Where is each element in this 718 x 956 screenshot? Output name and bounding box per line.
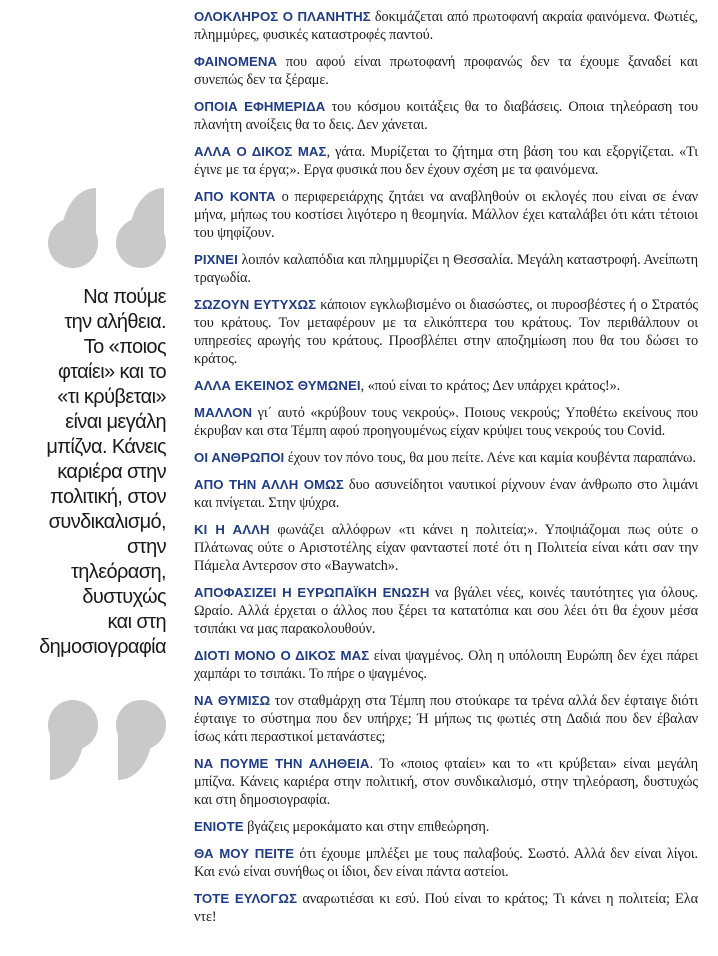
paragraph-text: ο περιφερειάρχης ζητάει να αναβληθούν οι εκλογές που είναι σε έναν μήνα, μήπως του κοστίσει λιγότερο η θεομηνία. Μάλλον έχει καταλάβει ότι κάτι τέτοιοι του ψηφίζουν. [194, 189, 699, 241]
pull-quote-line: είναι μεγάλη [65, 411, 166, 433]
paragraph-lead: ΤΟΤΕ ΕΥΛΟΓΩΣ [194, 891, 298, 906]
pull-quote [0, 0, 176, 956]
paragraph-text: που αφού είναι πρωτοφανή προφανώς δεν τα έχουμε ξαναδεί και συνεπώς δεν τα ξέραμε. [194, 54, 698, 88]
paragraph-lead: ΦΑΙΝΟΜΕΝΑ [194, 54, 278, 69]
paragraph-lead: ΘΑ ΜΟΥ ΠΕΙΤΕ [194, 846, 295, 861]
open-quote-icon [48, 188, 166, 268]
paragraph-lead: ΜΑΛΛΟΝ [194, 405, 253, 420]
paragraph-lead: ΡΙΧΝΕΙ [194, 252, 238, 267]
paragraph-text: δυο ασυνείδητοι ναυτικοί ρίχνουν έναν άνθρωπο στο λιμάνι και πνίγεται. Στην ψύχρα. [194, 477, 699, 511]
pull-quote-line: την αλήθεια. [64, 311, 166, 333]
paragraph-text: να βγάλει νέες, κοινές ταυτότητες για όλους. Ωραίο. Αλλά έρχεται ο άλλος που ξέρει τα κατατόπια και σου λέει ότι θα έχουν μέσα τσιπάκι να μας παρακολουθούν. [194, 585, 698, 637]
paragraph-lead: ΚΙ Η ΑΛΛΗ [194, 522, 270, 537]
paragraph [194, 845, 698, 881]
pull-quote-line: στην [127, 536, 166, 558]
paragraph [194, 404, 698, 440]
paragraph-lead: ΣΩΖΟΥΝ ΕΥΤΥΧΩΣ [194, 297, 317, 312]
paragraph-lead: ΑΠΟ ΚΟΝΤΑ [194, 189, 276, 204]
paragraph-text: φωνάζει αλλόφρων «τι κάνει η πολιτεία;». Υποψιάζομαι πως ούτε ο Πλάτωνας ούτε ο Αριστοτέλης είχαν φανταστεί ποτέ ότι η Πολιτεία είναι κάτι σαν την Πάμελα Αντερσον στο «Baywatch». [194, 522, 699, 574]
paragraph-text: αναρωτιέσαι κι εσύ. Πού είναι το κράτος; Τι κάνει η πολιτεία; Ελα ντε! [194, 891, 698, 925]
paragraph-text: , γάτα. Μυρίζεται το ζήτημα στη βάση του και εξοργίζεται. «Τι έγινε με τα έργα;». Εργα φυσικά που δεν έχουν σχέση με τα φαινόμενα. [194, 144, 698, 178]
paragraph [194, 449, 698, 467]
article-body [194, 8, 698, 935]
paragraph-lead: ΝΑ ΘΥΜΙΣΩ [194, 693, 271, 708]
pull-quote-line: τηλεόραση, [70, 561, 166, 583]
pull-quote-line: και στη [107, 611, 166, 633]
close-quote-icon [48, 700, 166, 780]
paragraph-lead: ΟΙ ΑΝΘΡΩΠΟΙ [194, 450, 285, 465]
paragraph [194, 692, 698, 746]
paragraph-text: ότι έχουμε μπλέξει με τους παλαβούς. Σωστό. Αλλά δεν είναι λίγοι. Και ενώ είναι συνήθως οι ίδιοι, δεν είναι πάντα αστείοι. [194, 846, 698, 880]
paragraph-lead: ΟΛΟΚΛΗΡΟΣ Ο ΠΛΑΝΗΤΗΣ [194, 9, 371, 24]
paragraph-text: κάποιον εγκλωβισμένο οι διασώστες, οι πυροσβέστες ή ο Στρατός του κράτους. Τον μεταφέρουν με τα ελικόπτερα του κράτους. Τον περιθάλπουν οι υπηρεσίες αρωγής του κράτους. Προσβλέπει στην αποζημίωση που θα του δώσει το κράτος. [194, 297, 698, 367]
paragraph [194, 251, 698, 287]
pull-quote-line: συνδικαλισμό, [48, 511, 166, 533]
pull-quote-line: δυστυχώς [82, 586, 166, 608]
paragraph-lead: ΑΛΛΑ Ο ΔΙΚΟΣ ΜΑΣ [194, 144, 327, 159]
paragraph-text: είναι ψαγμένος. Ολη η υπόλοιπη Ευρώπη δεν έχει πάρει χαμπάρι το τσιπάκι. Το πήρε ο ψαγμένος. [194, 648, 698, 682]
paragraph [194, 476, 698, 512]
pull-quote-line: Το «ποιος [83, 336, 166, 358]
paragraph-text: έχουν τον πόνο τους, θα μου πείτε. Λένε και καμία κουβέντα παραπάνω. [284, 450, 696, 466]
paragraph-text: βγάζεις μεροκάματο και στην επιθεώρηση. [243, 819, 490, 835]
paragraph-text: γι΄ αυτό «κρύβουν τους νεκρούς». Ποιους νεκρούς; Υποθέτω εκείνους που έκρυβαν και στα Τέμπη αφού προηγουμένως είχαν κρύψει τους νεκρούς του Covid. [194, 405, 698, 439]
paragraph [194, 890, 698, 926]
paragraph-text: του κόσμου κοιτάξεις θα το διαβάσεις. Οποια τηλεόραση του πλανήτη ανοίξεις θα το δεις. Δεν χάνεται. [194, 99, 698, 133]
paragraph [194, 143, 698, 179]
paragraph [194, 584, 698, 638]
paragraph [194, 521, 698, 575]
paragraph [194, 377, 698, 395]
paragraph-text: , «πού είναι το κράτος; Δεν υπάρχει κράτος!». [360, 378, 621, 394]
paragraph [194, 647, 698, 683]
paragraph [194, 8, 698, 44]
paragraph-lead: ΟΠΟΙΑ ΕΦΗΜΕΡΙΔΑ [194, 99, 326, 114]
pull-quote-line: δημοσιογραφία [39, 636, 166, 658]
paragraph-text: . Το «ποιος φταίει» και το «τι κρύβεται» είναι μεγάλη μπίζνα. Κάνεις καριέρα στην πολιτική, στον συνδικαλισμό, στην τηλεόραση, δυστυχώς και στη δημοσιογραφία. [194, 756, 698, 808]
pull-quote-line: καριέρα στην [57, 461, 166, 483]
paragraph [194, 296, 698, 368]
paragraph [194, 188, 698, 242]
paragraph [194, 755, 698, 809]
paragraph-lead: ΔΙΟΤΙ ΜΟΝΟ Ο ΔΙΚΟΣ ΜΑΣ [194, 648, 370, 663]
paragraph [194, 98, 698, 134]
paragraph [194, 53, 698, 89]
pull-quote-line: Να πούμε [83, 286, 166, 308]
paragraph-text: τον σταθμάρχη στα Τέμπη που στούκαρε τα τρένα αλλά δεν έφταιγε διότι έφταιγε το σύστημα που δεν υπήρχε; Ή μήπως τις φωτιές στη Δαδιά που δεν έβαλαν ίσως κάτι περαστικοί μετανάστες; [194, 693, 698, 745]
pull-quote-line: μπίζνα. Κάνεις [46, 436, 166, 458]
pull-quote-line: «τι κρύβεται» [57, 386, 166, 408]
paragraph-lead: ΕΝΙΟΤΕ [194, 819, 244, 834]
paragraph-text: δοκιμάζεται από πρωτοφανή ακραία φαινόμενα. Φωτιές, πλημμύρες, φυσικές καταστροφές παντού. [194, 9, 698, 43]
paragraph-lead: ΑΛΛΑ ΕΚΕΙΝΟΣ ΘΥΜΩΝΕΙ [194, 378, 361, 393]
paragraph [194, 818, 698, 836]
paragraph-lead: ΑΠΟΦΑΣΙΖΕΙ Η ΕΥΡΩΠΑΪΚΗ ΕΝΩΣΗ [194, 585, 430, 600]
paragraph-text: λοιπόν καλαπόδια και πλημμυρίζει η Θεσσαλία. Μεγάλη καταστροφή. Ανείπωτη τραγωδία. [194, 252, 698, 286]
pull-quote-line: φταίει» και το [57, 361, 166, 383]
pull-quote-text [14, 285, 166, 660]
paragraph-lead: ΑΠΟ ΤΗΝ ΑΛΛΗ ΟΜΩΣ [194, 477, 344, 492]
pull-quote-line: πολιτική, στον [50, 486, 166, 508]
paragraph-lead: ΝΑ ΠΟΥΜΕ ΤΗΝ ΑΛΗΘΕΙΑ [194, 756, 370, 771]
